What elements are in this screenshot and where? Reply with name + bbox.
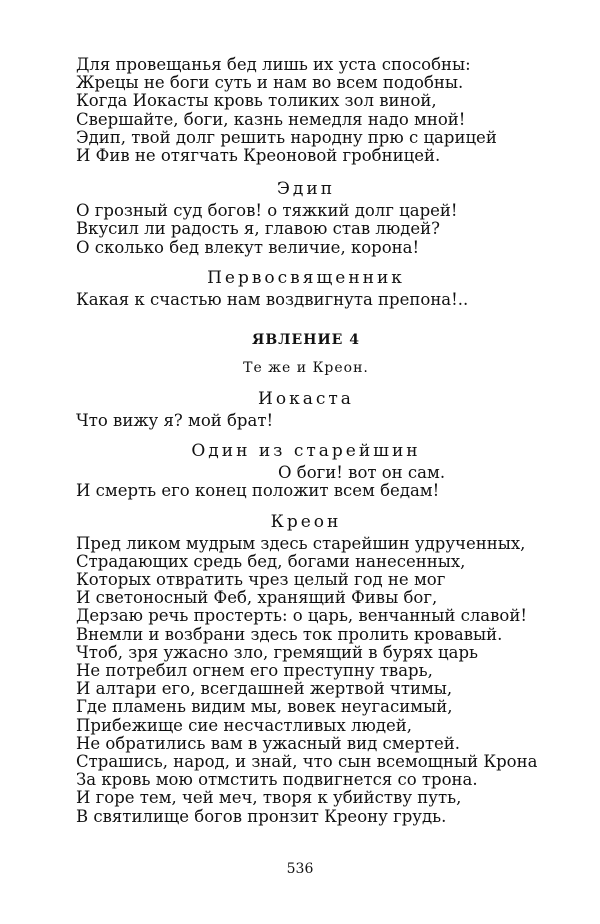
verse-line: Свершайте, боги, казнь немедля надо мной! — [76, 109, 466, 129]
verse-line: Жрецы не боги суть и нам во всем подобны. — [76, 73, 464, 93]
speaker-oedipus: Эдип — [276, 179, 336, 200]
verse-line: Не потребил огнем его преступну тварь, — [76, 661, 433, 681]
stanza-continued — [76, 56, 536, 165]
verse-line: Которых отвратить чрез целый год не мог — [76, 570, 446, 590]
verse-line: И горе тем, чей меч, творя к убийству путь, — [76, 788, 462, 808]
verse-line: О сколько бед влекут величие, корона! — [76, 237, 420, 257]
stage-direction: Те же и Креон. — [243, 360, 369, 377]
page-number: 536 — [286, 861, 314, 877]
oedipus-speech — [76, 202, 536, 257]
verse-line: Пред ликом мудрым здесь старейшин удрученных, — [76, 533, 526, 553]
verse-line: Какая к счастью нам воздвигнута препона!.. — [76, 289, 469, 309]
text-block — [76, 56, 536, 826]
verse-line: Внемли и возбрани здесь ток пролить кровавый. — [76, 624, 503, 644]
speaker-high-priest: Первосвященник — [207, 267, 405, 288]
verse-line-indented: О боги! вот он сам. — [278, 463, 446, 483]
verse-line: Не обратились вам в ужасный вид смертей. — [76, 733, 461, 753]
jocasta-speech — [76, 412, 536, 430]
verse-line: О грозный суд богов! о тяжкий долг царей! — [76, 201, 458, 221]
verse-line: Когда Иокасты кровь толиких зол виной, — [76, 91, 437, 111]
verse-line: И Фив не отягчать Креоновой гробницей. — [76, 146, 441, 166]
verse-line: Страшись, народ, и знай, что сын всемощный Крона — [76, 752, 538, 772]
speaker-elder: Один из старейшин — [191, 441, 421, 462]
verse-line: В святилище богов пронзит Креону грудь. — [76, 806, 447, 826]
speaker-creon: Креон — [270, 511, 342, 532]
verse-line: Чтоб, зря ужасно зло, гремящий в бурях царь — [76, 642, 478, 662]
verse-line: За кровь мою отмстить подвигнется со трона. — [76, 770, 478, 790]
verse-line: Что вижу я? мой брат! — [76, 411, 274, 431]
verse-line: Где пламень видим мы, вовек неугасимый, — [76, 697, 453, 717]
verse-line: И смерть его конец положит всем бедам! — [76, 481, 440, 501]
verse-line: Вкусил ли радость я, главою став людей? — [76, 219, 440, 239]
scene-heading: ЯВЛЕНИЕ 4 — [252, 332, 360, 349]
verse-line: И алтари его, всегдашней жертвой чтимы, — [76, 679, 453, 699]
verse-line: Прибежище сие несчастливых людей, — [76, 715, 413, 735]
verse-line: Эдип, твой долг решить народну прю с царицей — [76, 127, 497, 147]
verse-line: И светоносный Феб, хранящий Фивы бог, — [76, 588, 438, 608]
verse-line: Дерзаю речь простерть: о царь, венчанный славой! — [76, 606, 527, 626]
verse-line: Для провещанья бед лишь их уста способны: — [76, 55, 471, 74]
high-priest-speech — [76, 291, 536, 309]
creon-speech — [76, 535, 536, 826]
speaker-jocasta: Иокаста — [258, 389, 354, 410]
elder-speech — [76, 464, 536, 500]
verse-line: Страдающих средь бед, богами нанесенных, — [76, 551, 466, 571]
